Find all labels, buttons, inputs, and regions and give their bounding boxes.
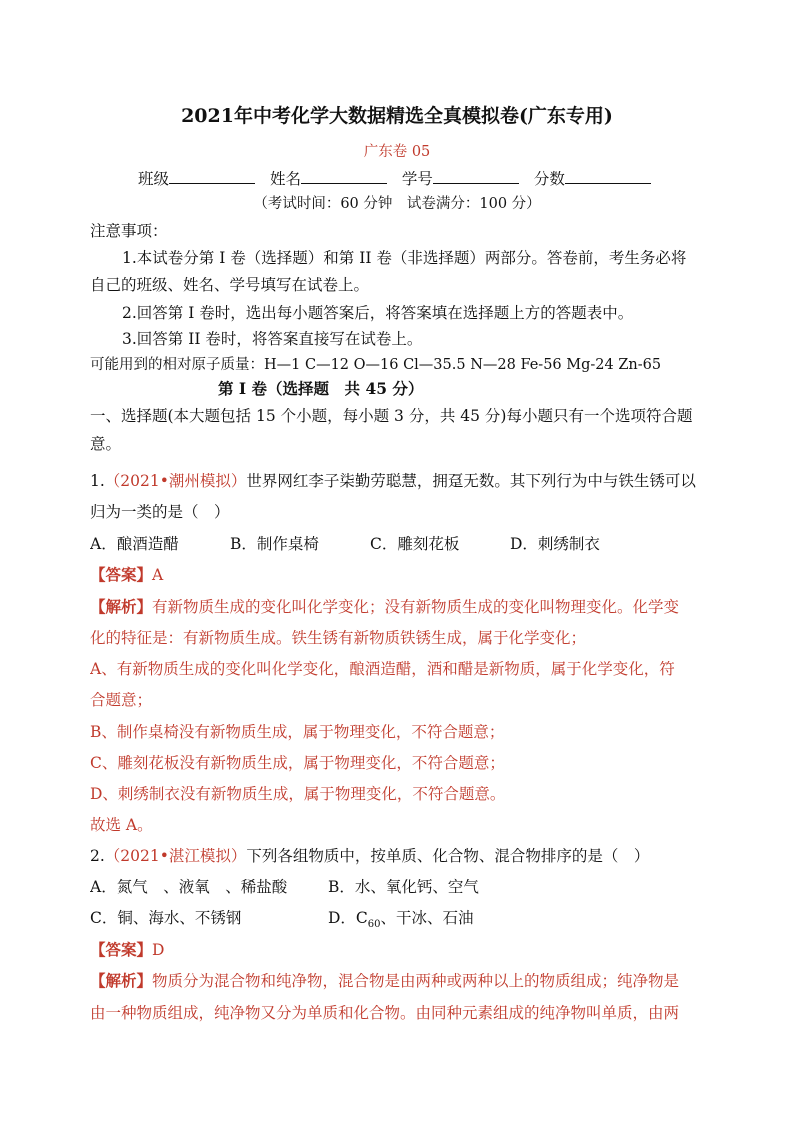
analysis-tag: 【解析】 — [90, 597, 153, 616]
answer-tag: 【答案】 — [90, 940, 153, 959]
question-2-stem-text: 下列各组物质中，按单质、化合物、混合物排序的是（ ） — [246, 847, 650, 865]
question-2-option-b[interactable]: B．水、氧化钙、空气 — [328, 878, 479, 896]
note-1-line-2: 自己的班级、姓名、学号填写在试卷上。 — [90, 276, 370, 294]
question-1-analysis-d: D、刺绣制衣没有新物质生成，属于物理变化，不符合题意。 — [90, 785, 506, 803]
question-1-number: 1. — [90, 472, 105, 490]
note-1-line-1: 1.本试卷分第 I 卷（选择题）和第 II 卷（非选择题）两部分。答卷前，考生务必将 — [122, 249, 687, 267]
question-1-analysis-a-line-2: 合题意； — [90, 691, 153, 709]
question-2-option-d[interactable] — [328, 908, 474, 928]
exam-info: （考试时间：60 分钟 试卷满分：100 分） — [253, 196, 541, 212]
question-2-option-a[interactable]: A．氮气 、液氧 、稀盐酸 — [90, 878, 288, 896]
question-1-analysis-line-1 — [90, 597, 710, 617]
question-2-answer-value: D — [152, 941, 165, 959]
student-info-row — [138, 169, 698, 189]
class-label: 班级 — [138, 170, 170, 188]
analysis-tag: 【解析】 — [90, 971, 153, 990]
question-1-analysis-text: 有新物质生成的变化叫化学变化；没有新物质生成的变化叫物理变化。化学变 — [152, 598, 680, 616]
question-1-analysis-line-2: 化的特征是：有新物质生成。铁生锈有新物质铁锈生成，属于化学变化； — [90, 629, 587, 647]
question-1-stem-text: 世界网红李子柒勤劳聪慧，拥趸无数。其下列行为中与铁生锈可以 — [246, 472, 696, 490]
question-1-options — [90, 534, 710, 554]
question-2-analysis-line-2: 由一种物质组成，纯净物又分为单质和化合物。由同种元素组成的纯净物叫单质，由两 — [90, 1004, 680, 1022]
question-2-options-row-2 — [90, 908, 710, 928]
question-2-answer — [90, 940, 710, 960]
question-1-analysis-b: B、制作桌椅没有新物质生成，属于物理变化，不符合题意； — [90, 723, 505, 741]
page-subtitle: 广东卷 05 — [363, 144, 431, 160]
class-blank[interactable] — [169, 169, 255, 184]
question-1-analysis-c: C、雕刻花板没有新物质生成，属于物理变化，不符合题意； — [90, 754, 505, 772]
note-3: 3.回答第 II 卷时，将答案直接写在试卷上。 — [122, 330, 423, 348]
question-2-option-d-subscript: 60 — [367, 919, 381, 928]
student-id-blank[interactable] — [433, 169, 519, 184]
section-1-heading: 第 I 卷（选择题 共 45 分） — [218, 379, 424, 398]
section-1-instructions-line-1: 一、选择题(本大题包括 15 个小题，每小题 3 分，共 45 分)每小题只有一个选项符合题 — [90, 407, 693, 425]
question-1-answer-value: A — [152, 566, 164, 584]
question-1-option-d[interactable]: D．刺绣制衣 — [510, 535, 600, 553]
question-1-analysis-a-line-1: A、有新物质生成的变化叫化学变化，酿酒造醋，酒和醋是新物质，属于化学变化，符 — [90, 660, 675, 678]
score-blank[interactable] — [565, 169, 651, 184]
score-label: 分数 — [533, 170, 565, 188]
name-label: 姓名 — [269, 170, 301, 188]
question-2-number: 2. — [90, 847, 105, 865]
name-blank[interactable] — [301, 169, 387, 184]
section-1-instructions-line-2: 意。 — [90, 435, 122, 453]
notes-heading: 注意事项： — [90, 222, 168, 240]
question-2-option-d-prefix: D．C — [328, 909, 368, 927]
question-2-source: （2021•湛江模拟） — [104, 847, 247, 865]
question-2-options-row-1 — [90, 877, 710, 897]
question-1-option-c[interactable]: C．雕刻花板 — [370, 535, 460, 553]
student-id-label: 学号 — [401, 170, 433, 188]
question-2-option-d-suffix: 、干冰、石油 — [380, 909, 474, 927]
question-1-source: （2021•潮州模拟） — [104, 472, 247, 490]
question-2-analysis-line-1 — [90, 971, 710, 991]
answer-tag: 【答案】 — [90, 565, 153, 584]
question-1-option-a[interactable]: A．酿酒造醋 — [90, 535, 179, 553]
page-title: 2021年中考化学大数据精选全真模拟卷(广东专用) — [181, 105, 613, 127]
question-2-analysis-text: 物质分为混合物和纯净物，混合物是由两种或两种以上的物质组成；纯净物是 — [152, 972, 680, 990]
question-2-option-c[interactable]: C．铜、海水、不锈钢 — [90, 909, 242, 927]
question-2-stem — [90, 846, 710, 866]
question-1-answer — [90, 565, 710, 585]
question-1-conclusion: 故选 A。 — [90, 816, 153, 834]
note-2: 2.回答第 I 卷时，选出每小题答案后，将答案填在选择题上方的答题表中。 — [122, 304, 634, 322]
question-1-stem-line-2: 归为一类的是（ ） — [90, 503, 230, 521]
atomic-mass: 可能用到的相对原子质量：H—1 C—12 O—16 Cl—35.5 N—28 Fe-56 Mg-24 Zn-65 — [90, 357, 662, 373]
question-1-option-b[interactable]: B．制作桌椅 — [230, 535, 319, 553]
question-1-stem-line-1 — [90, 471, 710, 491]
